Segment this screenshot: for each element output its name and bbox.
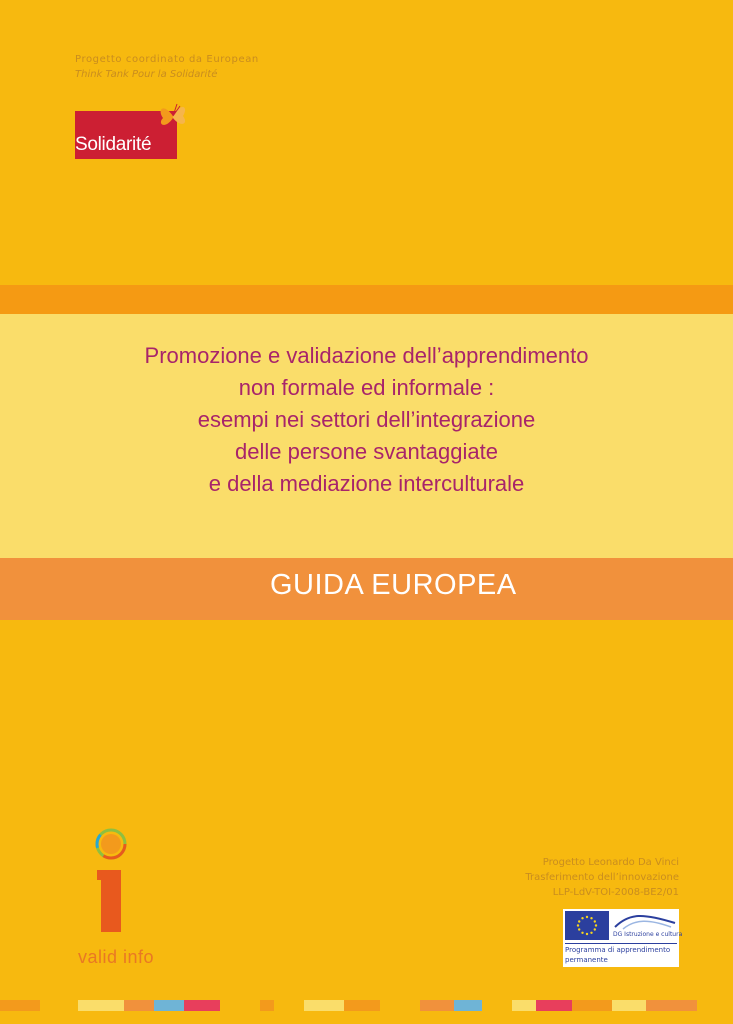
- letter-i-stem: [101, 870, 121, 932]
- orange-stripe: [0, 285, 733, 314]
- butterfly-icon: [155, 100, 191, 134]
- title-line: e della mediazione interculturale: [208, 471, 525, 496]
- document-title: [40, 340, 693, 500]
- logo-word: Solidarité: [75, 134, 152, 155]
- title-line: esempi nei settori dell’integrazione: [197, 407, 536, 432]
- valid-info-label: valid info: [78, 947, 155, 967]
- project-info: [419, 855, 679, 900]
- solidarite-logo: [75, 100, 195, 162]
- project-line-1: Progetto Leonardo Da Vinci: [542, 857, 679, 868]
- title-line: Promozione e validazione dell’apprendimento: [144, 343, 589, 368]
- guide-label: GUIDA EUROPEA: [270, 569, 517, 601]
- eu-program-line-2: permanente: [565, 956, 608, 964]
- valid-info-logo: [78, 824, 160, 974]
- coordinator-text: [75, 52, 265, 82]
- eu-flag-icon: [565, 911, 609, 940]
- coordinator-line-1: Progetto coordinato da European: [75, 54, 259, 65]
- project-line-2: Trasferimento dell’innovazione: [525, 872, 679, 883]
- eu-program-line-1: Programma di apprendimento: [565, 946, 671, 954]
- ring-icon: [93, 826, 129, 862]
- coordinator-line-2: Think Tank Pour la Solidarité: [75, 69, 218, 80]
- decorative-color-strip: [0, 1000, 733, 1011]
- wave-icon: [613, 911, 677, 933]
- title-line: non formale ed informale :: [238, 375, 495, 400]
- eu-dg-text: DG Istruzione e cultura: [613, 931, 683, 938]
- project-line-3: LLP-LdV-TOI-2008-BE2/01: [552, 887, 679, 898]
- title-line: delle persone svantaggiate: [235, 439, 498, 464]
- eu-lifelong-learning-logo: [563, 909, 683, 967]
- eu-program-text: [565, 943, 677, 965]
